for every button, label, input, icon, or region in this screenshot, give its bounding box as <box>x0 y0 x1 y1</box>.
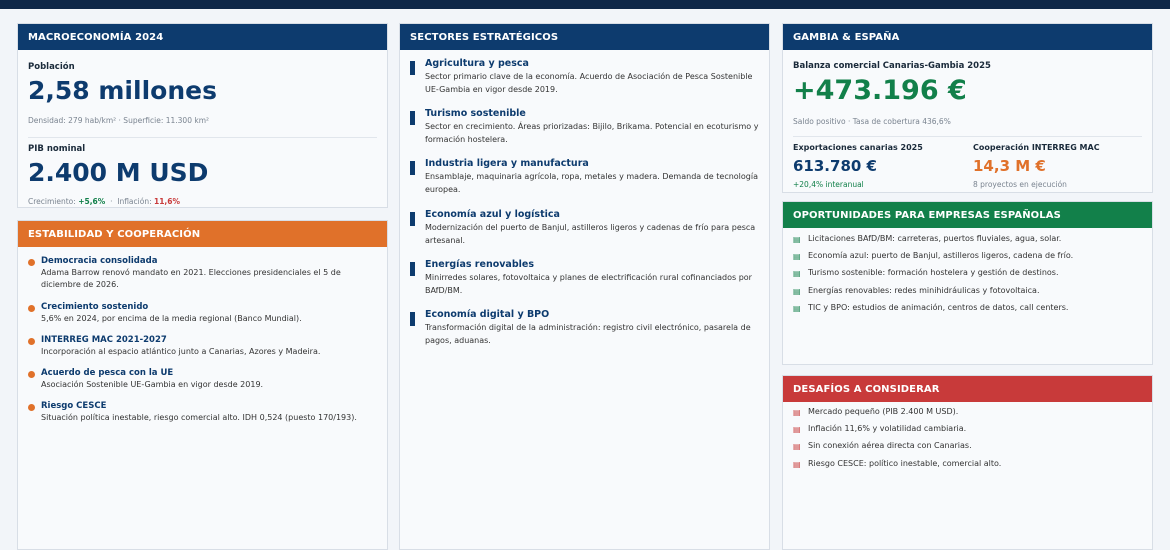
sector-title: Energías renovables <box>425 259 534 270</box>
list-item-text: Energías renovables: redes minihidráulicas y fotovoltaica. <box>808 285 1040 295</box>
list-item <box>793 302 1143 319</box>
sector-item <box>410 108 760 146</box>
sector-item <box>410 209 760 247</box>
macro-header: MACROECONOMÍA 2024 <box>18 24 387 50</box>
list-item-text: Economía azul: puerto de Banjul, astilleros ligeros, cadena de frío. <box>808 251 1074 261</box>
list-item <box>793 458 1143 475</box>
oportunidades-list <box>793 233 1143 319</box>
list-item-text: Inflación 11,6% y volatilidad cambiaria. <box>808 424 967 434</box>
estabilidad-card <box>17 220 388 550</box>
desafios-list <box>793 406 1143 475</box>
sector-desc: Minirredes solares, fotovoltaica y planes de electrificación rural cofinanciados por BAfD/BM. <box>425 273 752 295</box>
coop-sub: 8 proyectos en ejecución <box>973 180 1067 189</box>
bar-marker-icon <box>410 161 415 175</box>
list-item <box>793 440 1143 457</box>
list-bullet-icon: ▤ <box>793 269 801 279</box>
bar-marker-icon <box>410 61 415 75</box>
list-bullet-icon: ▤ <box>793 459 801 469</box>
timeline-title: Democracia consolidada <box>41 256 158 266</box>
timeline-title: Acuerdo de pesca con la UE <box>41 368 174 378</box>
oportunidades-header: OPORTUNIDADES PARA EMPRESAS ESPAÑOLAS <box>783 202 1152 228</box>
timeline-item <box>28 401 368 424</box>
sector-title: Economía azul y logística <box>425 209 560 220</box>
dot-icon <box>28 371 35 378</box>
dot-icon <box>28 305 35 312</box>
dot-icon <box>28 259 35 266</box>
bar-marker-icon <box>410 111 415 125</box>
top-bar <box>0 0 1170 9</box>
gambia-card <box>782 23 1153 193</box>
timeline-desc: Adama Barrow renovó mandato en 2021. Elecciones presidenciales el 5 de diciembre de 2026. <box>41 268 341 289</box>
coop-label: Cooperación INTERREG MAC <box>973 143 1100 152</box>
sectores-header: SECTORES ESTRATÉGICOS <box>400 24 769 50</box>
list-item <box>793 406 1143 423</box>
timeline-item <box>28 302 368 325</box>
oportunidades-card <box>782 201 1153 365</box>
sector-title: Turismo sostenible <box>425 108 526 119</box>
bar-marker-icon <box>410 312 415 326</box>
list-item-text: Mercado pequeño (PIB 2.400 M USD). <box>808 407 959 416</box>
list-bullet-icon: ▤ <box>793 303 801 313</box>
timeline-title: Riesgo CESCE <box>41 401 107 411</box>
coop-value: 14,3 M € <box>973 157 1046 175</box>
sector-desc: Ensamblaje, maquinaria agrícola, ropa, metales y madera. Demanda de tecnología europea. <box>425 172 759 194</box>
estabilidad-header: ESTABILIDAD Y COOPERACIÓN <box>18 221 387 247</box>
macro-card <box>17 23 388 208</box>
timeline-item <box>28 335 368 358</box>
bar-marker-icon <box>410 262 415 276</box>
sector-item <box>410 158 760 196</box>
export-label: Exportaciones canarias 2025 <box>793 143 923 152</box>
gambia-header: GAMBIA & ESPAÑA <box>783 24 1152 50</box>
sector-desc: Sector primario clave de la economía. Acuerdo de Asociación de Pesca Sostenible UE-Gambia en vigor desde 2019. <box>425 72 753 94</box>
saldo-text: Saldo positivo · Tasa de cobertura 436,6% <box>793 117 951 126</box>
growth-line <box>28 197 180 206</box>
timeline-title: INTERREG MAC 2021-2027 <box>41 335 167 345</box>
separator: · <box>110 197 113 206</box>
sector-desc: Modernización del puerto de Banjul, astilleros ligeros y cadenas de frío para pesca artesanal. <box>425 223 756 245</box>
list-bullet-icon: ▤ <box>793 252 801 262</box>
list-item <box>793 267 1143 284</box>
dot-icon <box>28 338 35 345</box>
desafios-card <box>782 375 1153 550</box>
crecimiento-value: +5,6% <box>78 197 106 206</box>
crecimiento-label: Crecimiento: <box>28 197 76 206</box>
list-item-text: TIC y BPO: estudios de animación, centros de datos, call centers. <box>808 302 1069 312</box>
list-item <box>793 233 1143 250</box>
sector-item <box>410 259 760 297</box>
export-sub: +20,4% interanual <box>793 180 864 189</box>
list-item-text: Turismo sostenible: formación hostelera y gestión de destinos. <box>808 268 1059 278</box>
balanza-label: Balanza comercial Canarias-Gambia 2025 <box>793 61 991 71</box>
list-item <box>793 423 1143 440</box>
poblacion-label: Población <box>28 62 75 72</box>
list-bullet-icon: ▤ <box>793 286 801 296</box>
inflacion-label: Inflación: <box>117 197 152 206</box>
timeline-desc: Situación política inestable, riesgo comercial alto. IDH 0,524 (puesto 170/193). <box>41 413 357 422</box>
list-bullet-icon: ▤ <box>793 425 801 435</box>
sector-title: Industria ligera y manufactura <box>425 158 589 169</box>
pib-value: 2.400 M USD <box>28 158 209 187</box>
timeline-desc: Asociación Sostenible UE-Gambia en vigor desde 2019. <box>41 380 264 389</box>
gambia-divider <box>793 136 1142 137</box>
bar-marker-icon <box>410 212 415 226</box>
timeline-item <box>28 368 368 391</box>
list-item-text: Licitaciones BAfD/BM: carreteras, puertos fluviales, agua, solar. <box>808 234 1062 243</box>
sector-desc: Sector en crecimiento. Áreas priorizadas: Bijilo, Brikama. Potencial en ecoturismo y formación hostelera. <box>425 122 759 144</box>
timeline-desc: 5,6% en 2024, por encima de la media regional (Banco Mundial). <box>41 314 302 323</box>
sector-item <box>410 309 760 347</box>
list-bullet-icon: ▤ <box>793 408 801 417</box>
timeline-item <box>28 256 368 291</box>
list-bullet-icon: ▤ <box>793 235 801 244</box>
dot-icon <box>28 404 35 411</box>
sectores-card <box>399 23 770 550</box>
list-bullet-icon: ▤ <box>793 442 801 452</box>
balanza-value: +473.196 € <box>793 75 967 106</box>
list-item-text: Riesgo CESCE: político inestable, comercial alto. <box>808 458 1002 468</box>
macro-divider <box>28 137 377 138</box>
list-item-text: Sin conexión aérea directa con Canarias. <box>808 441 972 451</box>
sector-desc: Transformación digital de la administración: registro civil electrónico, pasarela de pagos, aduanas. <box>425 323 751 345</box>
densidad-text: Densidad: 279 hab/km² · Superficie: 11.300 km² <box>28 116 210 125</box>
list-item <box>793 250 1143 267</box>
export-value: 613.780 € <box>793 157 877 175</box>
timeline-title: Crecimiento sostenido <box>41 302 149 312</box>
pib-label: PIB nominal <box>28 144 86 154</box>
sector-title: Agricultura y pesca <box>425 58 529 69</box>
timeline-desc: Incorporación al espacio atlántico junto a Canarias, Azores y Madeira. <box>41 347 321 356</box>
inflacion-value: 11,6% <box>154 197 181 206</box>
poblacion-value: 2,58 millones <box>28 76 217 105</box>
sector-item <box>410 58 760 96</box>
list-item <box>793 285 1143 302</box>
desafios-header: DESAFÍOS A CONSIDERAR <box>783 376 1152 402</box>
sector-title: Economía digital y BPO <box>425 309 550 320</box>
